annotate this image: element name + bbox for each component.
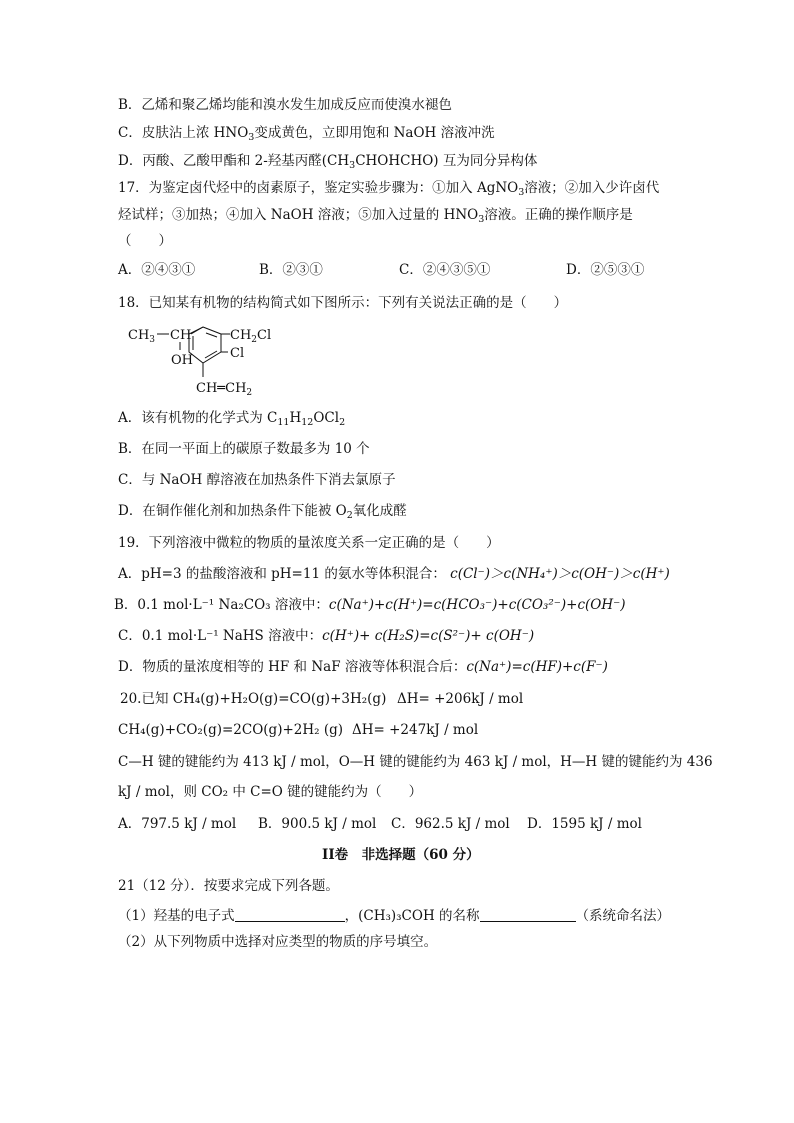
q18-option-a: A．该有机物的化学式为 $C_{11}H_{12}OCl_2$ <box>118 410 346 428</box>
q16-option-c: C．皮肤沾上浓 $HNO_3$变成黄色，立即用饱和 NaOH 溶液冲洗 <box>118 125 495 143</box>
q18-option-b: B．在同一平面上的碳原子数最多为 10 个 <box>118 441 370 457</box>
struct-ch2cl-label: $CH_2Cl$ <box>230 328 272 345</box>
q20-option-a: A．797.5 kJ / mol <box>118 816 237 832</box>
q17-stem-line1: 17．为鉴定卤代烃中的卤素原子，鉴定实验步骤为：①加入 AgNO$_3$溶液；②加入少许卤代 <box>118 180 660 198</box>
q16-option-b: B．乙烯和聚乙烯均能和溴水发生加成反应而使溴水褪色 <box>118 97 452 113</box>
q18-structure-diagram <box>120 320 320 402</box>
struct-ring-double-1 <box>206 333 217 337</box>
struct-cl-label: Cl <box>230 346 245 361</box>
q17-answer-paren: （ ） <box>118 233 172 249</box>
struct-ring-double-2 <box>205 351 217 358</box>
q18-option-d: D．在铜作催化剂和加热条件下能被 $O_2$氧化成醛 <box>118 503 407 521</box>
q21-blank-systematic-name[interactable] <box>480 907 576 922</box>
q20-text-line1: C—H 键的键能约为 413 kJ / mol，O—H 键的键能约为 463 kJ / mol，H—H 键的键能约为 436 <box>118 754 713 770</box>
q19-stem: 19．下列溶液中微粒的物质的量浓度关系一定正确的是（ ） <box>118 535 500 551</box>
q20-enthalpy-2: ΔH= +247kJ / mol <box>352 722 479 738</box>
q20-equation-1: 20.已知 CH₄(g)+H₂O(g)=CO(g)+3H₂(g) <box>120 691 387 707</box>
q20-option-c: C．962.5 kJ / mol <box>391 816 510 832</box>
q17-stem-line2: 烃试样；③加热；④加入 NaOH 溶液；⑤加入过量的 $HNO_3$溶液。正确的操作顺序是 <box>118 207 633 225</box>
q19-option-d: D．物质的量浓度相等的 HF 和 NaF 溶液等体积混合后：c(Na⁺)=c(HF)+c(F⁻) <box>118 659 608 675</box>
struct-oh-label: OH <box>171 353 193 368</box>
q20-option-b: B．900.5 kJ / mol <box>258 816 377 832</box>
q18-stem: 18．已知某有机物的结构简式如下图所示：下列有关说法正确的是（ ） <box>118 295 568 311</box>
struct-vinyl-label: $CH═CH_2$ <box>196 381 253 398</box>
q19-option-b: B．0.1 mol·L⁻¹ Na₂CO₃ 溶液中：c(Na⁺)+c(H⁺)=c(HCO₃⁻)+c(CO₃²⁻)+c(OH⁻) <box>114 597 626 613</box>
q19-option-a: A．pH=3 的盐酸溶液和 pH=11 的氨水等体积混合： c(Cl⁻)＞c(NH₄⁺)＞c(OH⁻)＞c(H⁺) <box>118 566 670 582</box>
q20-equation-2: CH₄(g)+CO₂(g)=2CO(g)+2H₂ (g) <box>118 722 344 738</box>
q20-enthalpy-1: ΔH= +206kJ / mol <box>397 691 524 707</box>
q21-stem: 21（12 分）．按要求完成下列各题。 <box>118 878 339 894</box>
struct-ch-label: CH <box>170 328 192 343</box>
q21-blank-electron-formula[interactable] <box>235 907 345 922</box>
q21-part1: （1）羟基的电子式 ，(CH₃)₃COH 的名称 （系统命名法） <box>118 908 671 924</box>
q17-option-c: C．②④③⑤① <box>399 262 491 278</box>
section-ii-heading: II卷 非选择题（60 分） <box>322 847 480 863</box>
q17-option-b: B．②③① <box>259 262 323 278</box>
q20-option-d: D．1595 kJ / mol <box>527 816 642 832</box>
q16-option-d: D．丙酸、乙酸甲酯和 2-羟基丙醛$(CH_3CHOHCHO)$ 互为同分异构体 <box>118 153 538 171</box>
q20-text-line2: kJ / mol，则 CO₂ 中 C=O 键的键能约为（ ） <box>118 784 423 800</box>
q19-option-c: C．0.1 mol·L⁻¹ NaHS 溶液中：c(H⁺)+ c(H₂S)=c(S²⁻)+ c(OH⁻) <box>118 628 535 644</box>
q17-option-a: A．②④③① <box>118 262 196 278</box>
q17-option-d: D．②⑤③① <box>566 262 645 278</box>
struct-ch3-label: $CH_3$ <box>128 328 156 345</box>
q21-part2: （2）从下列物质中选择对应类型的物质的序号填空。 <box>118 934 438 950</box>
q18-option-c: C．与 NaOH 醇溶液在加热条件下消去氯原子 <box>118 472 396 488</box>
